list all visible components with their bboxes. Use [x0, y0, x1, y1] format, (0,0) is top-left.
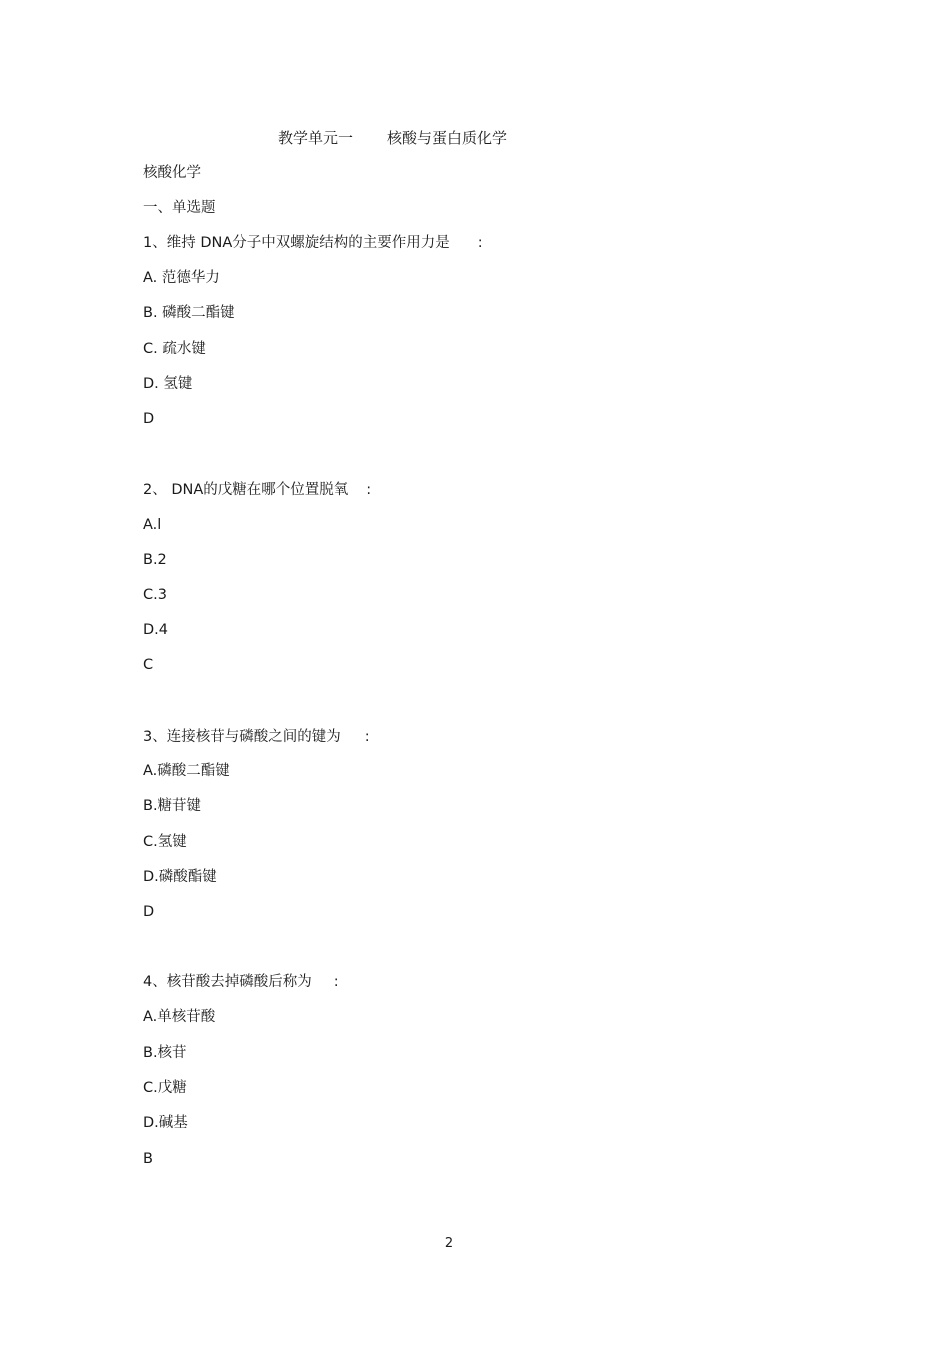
question-colon: : [333, 974, 339, 990]
question-stem-text: 2、 DNA的戊糖在哪个位置脱氧 [143, 482, 349, 498]
question-3-option-c: C.氢键 [143, 834, 187, 850]
question-1-stem [143, 233, 483, 253]
question-3-option-d: D.磷酸酯键 [143, 869, 217, 885]
question-stem-text: 1、维持 DNA分子中双螺旋结构的主要作用力是 [143, 235, 450, 251]
question-2-stem [143, 480, 371, 500]
title-unit: 教学单元一 [278, 129, 354, 147]
section-heading: 核酸化学 [143, 165, 201, 181]
question-4-option-d: D.碱基 [143, 1115, 188, 1131]
question-colon: : [364, 729, 370, 745]
question-1-option-a: A. 范德华力 [143, 270, 220, 286]
title-topic: 核酸与蛋白质化学 [387, 129, 508, 147]
question-3-stem [143, 727, 370, 747]
question-stem-text: 4、核苷酸去掉磷酸后称为 [143, 974, 312, 990]
question-1-option-c: C. 疏水键 [143, 341, 206, 357]
question-2-option-c: C.3 [143, 587, 167, 603]
page-number: 2 [444, 1236, 454, 1251]
question-stem-text: 3、连接核苷与磷酸之间的键为 [143, 729, 341, 745]
question-1-option-b: B. 磷酸二酯键 [143, 305, 235, 321]
question-3-option-b: B.糖苷键 [143, 798, 202, 814]
question-4-option-c: C.戊糖 [143, 1080, 187, 1096]
question-2-option-d: D.4 [143, 622, 168, 638]
question-4-option-b: B.核苷 [143, 1045, 187, 1061]
question-3-answer: D [143, 904, 155, 920]
question-2-answer: C [143, 657, 154, 673]
question-4-answer: B [143, 1151, 153, 1167]
question-colon: : [366, 482, 372, 498]
question-4-stem [143, 972, 339, 992]
question-3-option-a: A.磷酸二酯键 [143, 763, 230, 779]
question-2-option-b: B.2 [143, 552, 167, 568]
question-2-option-a: A.l [143, 517, 162, 533]
question-1-option-d: D. 氢键 [143, 376, 193, 392]
question-colon: : [477, 235, 483, 251]
question-4-option-a: A.单核苷酸 [143, 1009, 216, 1025]
page-title [278, 127, 507, 148]
question-1-answer: D [143, 411, 155, 427]
section-subheading: 一、单选题 [143, 200, 216, 216]
